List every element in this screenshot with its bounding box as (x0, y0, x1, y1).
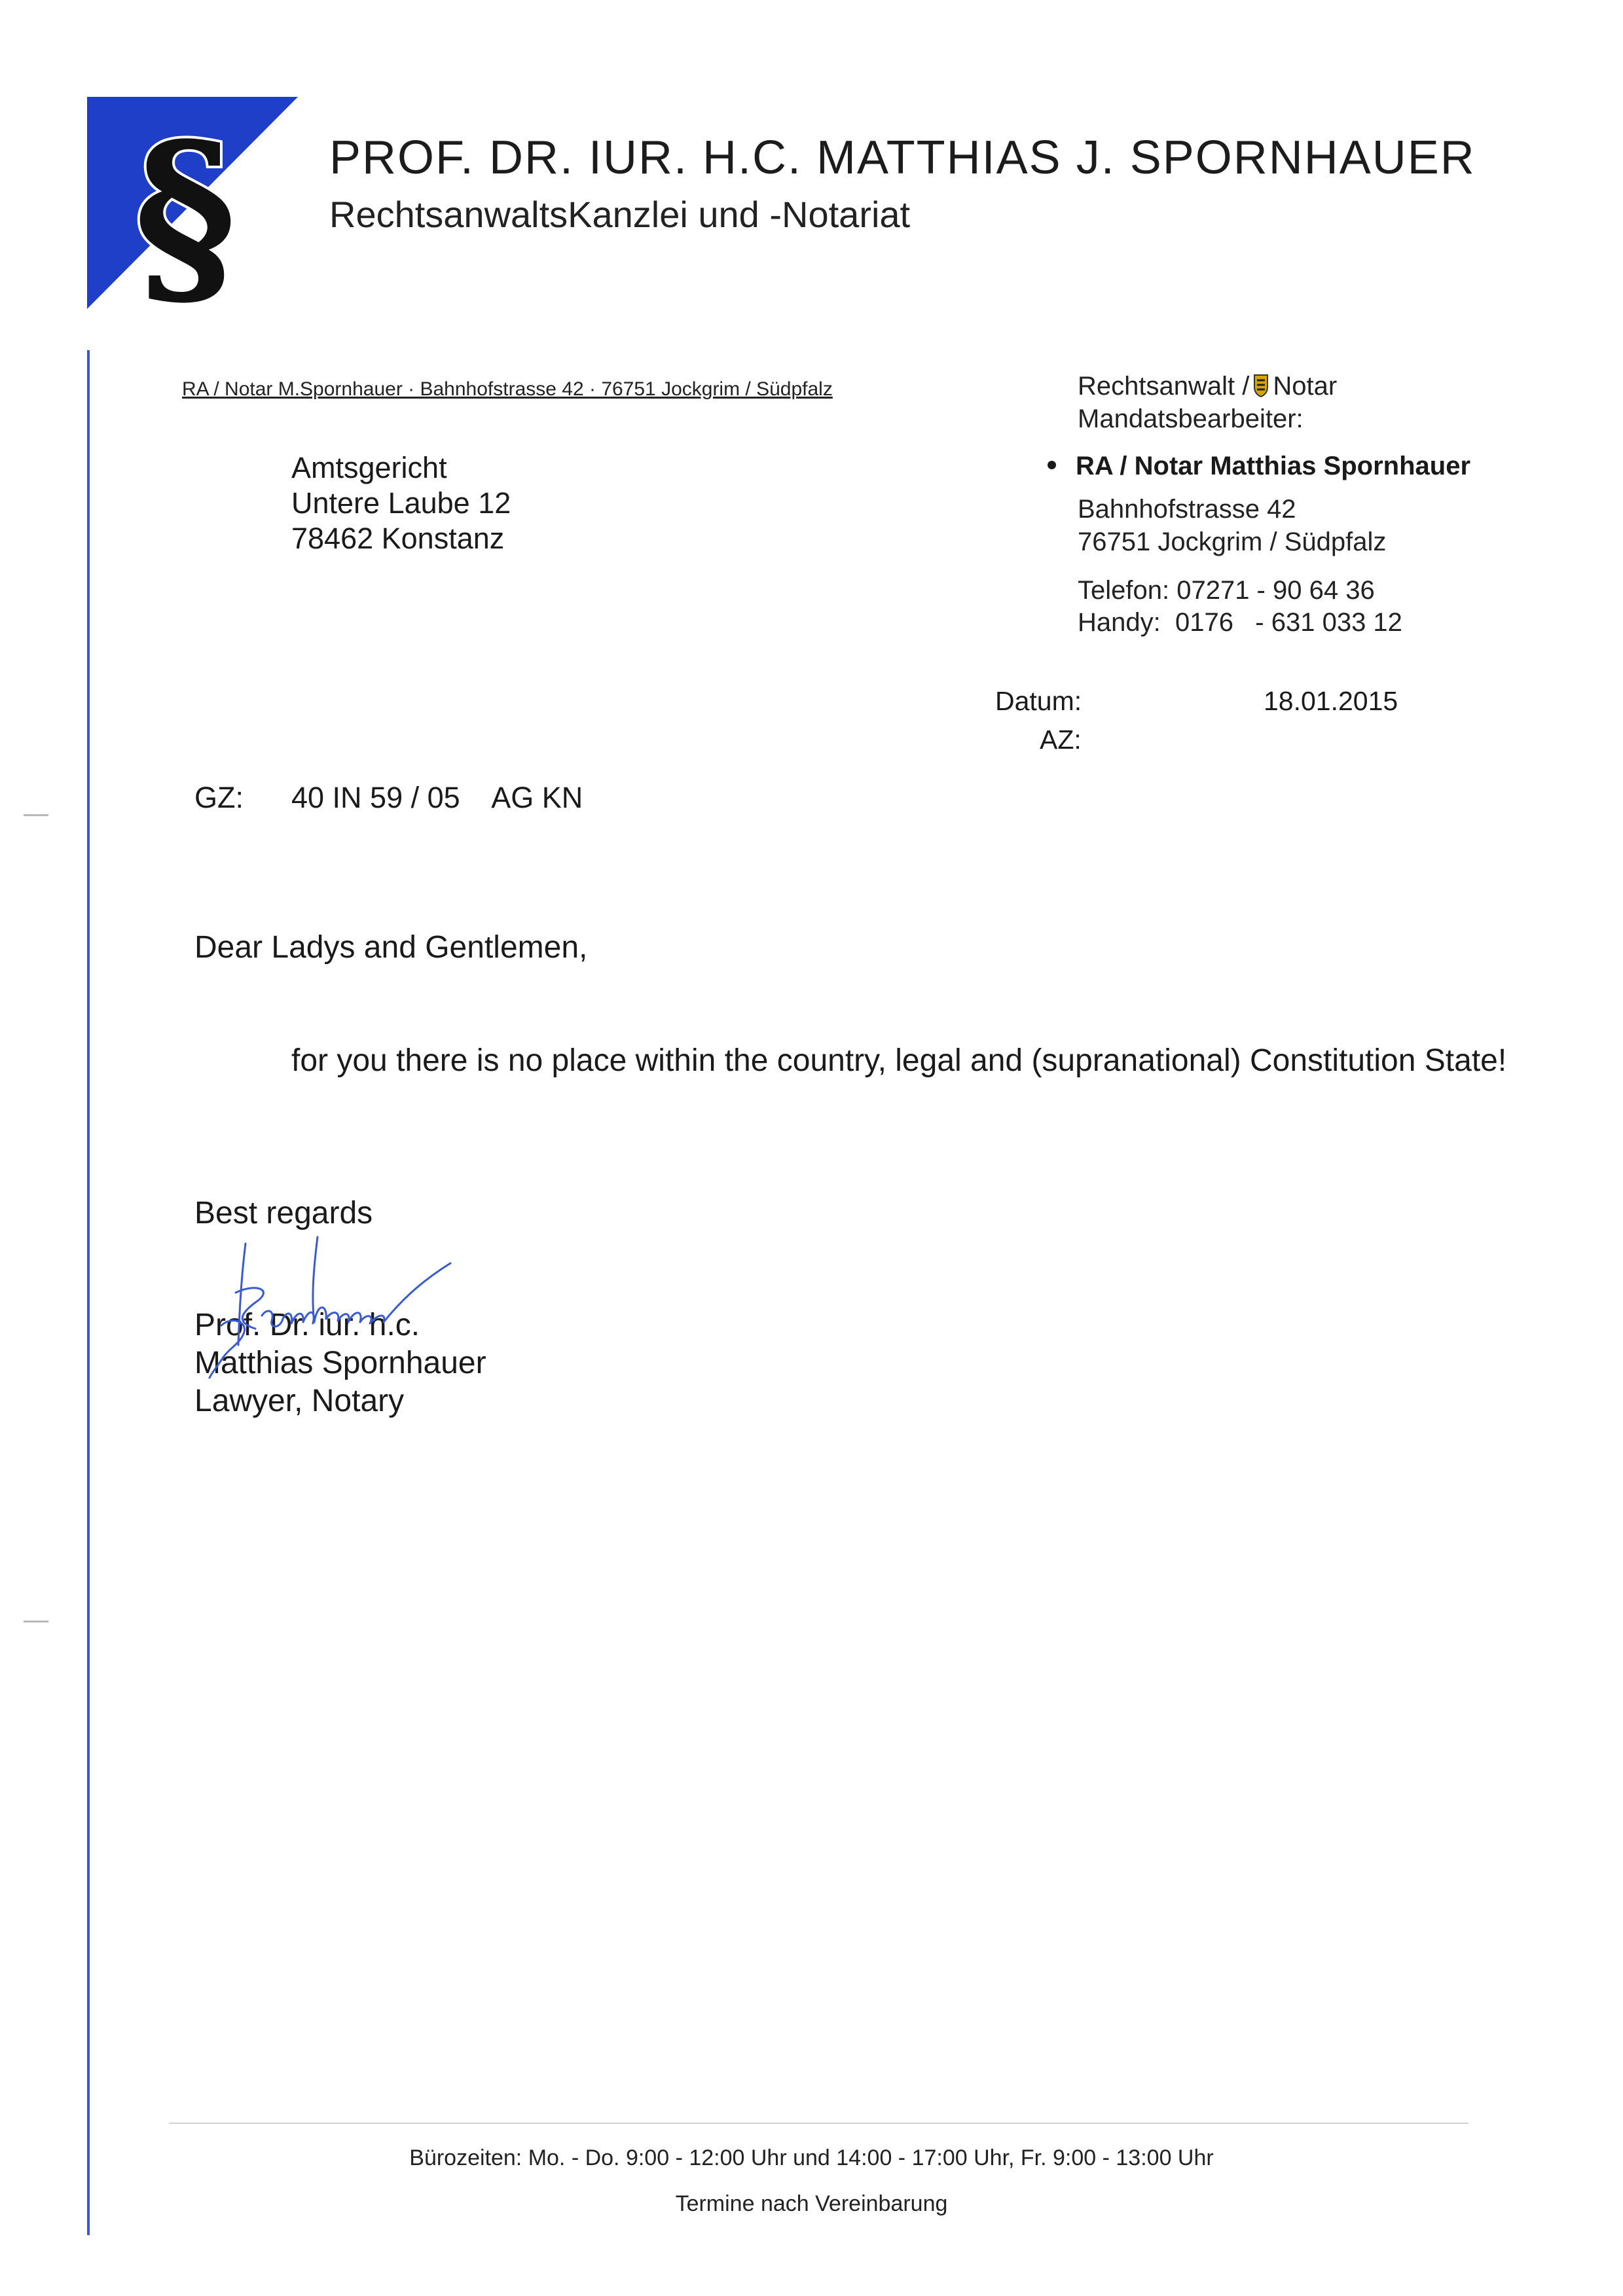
return-address: RA / Notar M.Spornhauer · Bahnhofstrasse 42 · 76751 Jockgrim / Südpfalz (182, 378, 833, 400)
handler-name-text: RA / Notar Matthias Spornhauer (1076, 452, 1471, 480)
sender-mobile: Handy: 0176 - 631 033 12 (1078, 608, 1402, 637)
footer-divider (169, 2123, 1468, 2124)
recipient-line-3: 78462 Konstanz (291, 522, 505, 555)
state-crest-icon (1253, 374, 1269, 397)
fold-mark-top (24, 814, 48, 816)
handwritten-signature (183, 1224, 458, 1381)
firm-title: PROF. DR. IUR. H.C. MATTHIAS J. SPORNHAUER (329, 132, 1476, 184)
law-firm-logo (87, 97, 298, 309)
recipient-line-1: Amtsgericht (291, 451, 447, 484)
signer-title: Prof. Dr. iur. h.c. (194, 1308, 420, 1342)
appointment-note: Termine nach Vereinbarung (675, 2191, 948, 2216)
sender-role (1078, 372, 1337, 401)
paragraph-sign-icon: § (134, 99, 237, 309)
sender-role-suffix: Notar (1273, 372, 1338, 401)
signer-role: Lawyer, Notary (194, 1384, 405, 1418)
margin-line (87, 350, 90, 2235)
firm-subtitle: RechtsanwaltsKanzlei und -Notariat (329, 194, 911, 235)
sender-street: Bahnhofstrasse 42 (1078, 495, 1296, 524)
letter-body: for you there is no place within the country, legal and (supranational) Constitution State! (291, 1043, 1507, 1078)
office-hours: Bürozeiten: Mo. - Do. 9:00 - 12:00 Uhr und 14:00 - 17:00 Uhr, Fr. 9:00 - 13:00 Uhr (409, 2145, 1214, 2170)
reference-label: GZ: (194, 781, 244, 814)
closing: Best regards (194, 1196, 373, 1230)
sender-city: 76751 Jockgrim / Südpfalz (1078, 528, 1387, 556)
reference-value: 40 IN 59 / 05 AG KN (291, 781, 583, 814)
recipient-address (291, 450, 511, 556)
sender-role-prefix: Rechtsanwalt / (1078, 372, 1250, 401)
date-value: 18.01.2015 (1264, 686, 1398, 716)
bullet-icon (1048, 461, 1056, 469)
recipient-line-2: Untere Laube 12 (291, 486, 511, 520)
salutation: Dear Ladys and Gentlemen, (194, 930, 588, 965)
signer-name: Matthias Spornhauer (194, 1346, 486, 1380)
handler-name (1048, 452, 1470, 481)
date-label: Datum: (995, 686, 1082, 716)
az-label: AZ: (1040, 725, 1082, 755)
sender-phone: Telefon: 07271 - 90 64 36 (1078, 576, 1375, 605)
fold-mark-bottom (24, 1621, 48, 1623)
handler-label: Mandatsbearbeiter: (1078, 404, 1304, 433)
